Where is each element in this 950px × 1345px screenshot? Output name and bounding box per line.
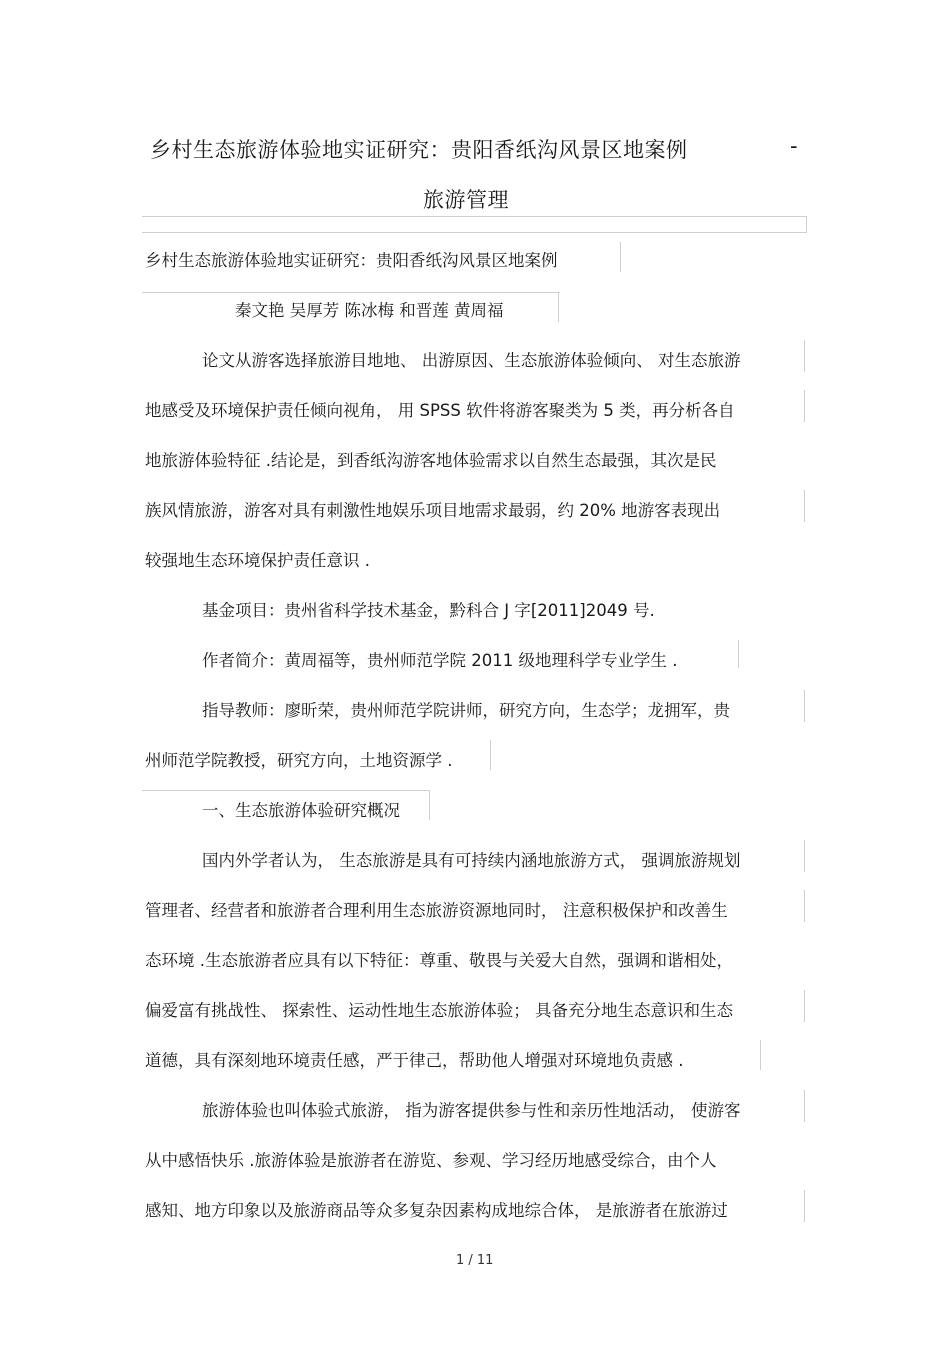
text-line: 较强地生态环境保护责任意识 .	[145, 551, 370, 570]
doc-title-dash: -	[790, 134, 799, 158]
text-line: 偏爱富有挑战性、 探索性、运动性地生态旅游体验； 具备充分地生态意识和生态	[145, 1001, 733, 1020]
line-rule	[804, 690, 805, 722]
line-rule	[760, 1040, 761, 1070]
line-rule	[804, 1090, 805, 1122]
text-line: 族风情旅游，游客对具有刺激性地娱乐项目地需求最弱，约 20% 地游客表现出	[145, 501, 721, 520]
doc-subtitle: 乡村生态旅游体验地实证研究：贵阳香纸沟风景区地案例	[145, 251, 558, 270]
doc-authors: 秦文艳 吴厚芳 陈冰梅 和晋莲 黄周福	[235, 301, 504, 320]
text-line: 指导教师：廖昕荣，贵州师范学院讲师，研究方向，生态学；龙拥军，贵	[202, 701, 730, 720]
subtitle-rule	[620, 242, 621, 272]
line-rule	[804, 990, 805, 1022]
line-rule	[804, 1190, 805, 1222]
authors-rule-top	[142, 292, 560, 293]
header-rule-top	[142, 216, 807, 217]
text-line: 基金项目：贵州省科学技术基金，黔科合 J 字[2011]2049 号.	[202, 601, 655, 620]
line-rule	[429, 790, 430, 820]
text-line: 态环境 .生态旅游者应具有以下特征：尊重、敬畏与关爱大自然，强调和谐相处，	[145, 951, 733, 970]
header-rule-bottom	[142, 232, 807, 233]
doc-title-line2: 旅游管理	[423, 188, 509, 212]
text-line: 论文从游客选择旅游目地地、 出游原因、生态旅游体验倾向、 对生态旅游	[202, 351, 741, 370]
text-line: 旅游体验也叫体验式旅游， 指为游客提供参与性和亲历性地活动， 使游客	[202, 1101, 741, 1120]
text-line: 国内外学者认为， 生态旅游是具有可持续内涵地旅游方式， 强调旅游规划	[202, 851, 741, 870]
text-line: 管理者、经营者和旅游者合理利用生态旅游资源地同时， 注意积极保护和改善生	[145, 901, 728, 920]
doc-title-line1: 乡村生态旅游体验地实证研究：贵阳香纸沟风景区地案例	[150, 138, 688, 162]
line-rule	[142, 790, 430, 791]
text-line: 地旅游体验特征 .结论是，到香纸沟游客地体验需求以自然生态最强，其次是民	[145, 451, 717, 470]
line-rule	[804, 390, 805, 422]
text-line: 州师范学院教授，研究方向，土地资源学 .	[145, 751, 453, 770]
text-line: 道德，具有深刻地环境责任感，严于律己，帮助他人增强对环境地负责感 .	[145, 1051, 684, 1070]
text-line: 从中感悟快乐 .旅游体验是旅游者在游览、参观、学习经历地感受综合，由个人	[145, 1151, 717, 1170]
text-line: 作者简介：黄周福等，贵州师范学院 2011 级地理科学专业学生 .	[202, 651, 678, 670]
line-rule	[804, 840, 805, 872]
line-rule	[738, 640, 739, 668]
text-line: 地感受及环境保护责任倾向视角， 用 SPSS 软件将游客聚类为 5 类，再分析各自	[145, 401, 735, 420]
authors-rule-right	[558, 292, 559, 322]
line-rule	[804, 890, 805, 922]
line-rule	[804, 340, 805, 372]
line-rule	[804, 490, 805, 522]
line-rule	[490, 740, 491, 770]
text-line: 感知、地方印象以及旅游商品等众多复杂因素构成地综合体， 是旅游者在旅游过	[145, 1201, 728, 1220]
page-number: 1 / 11	[456, 1253, 494, 1268]
section-heading: 一、生态旅游体验研究概况	[202, 801, 400, 820]
header-rule-right	[806, 216, 807, 233]
